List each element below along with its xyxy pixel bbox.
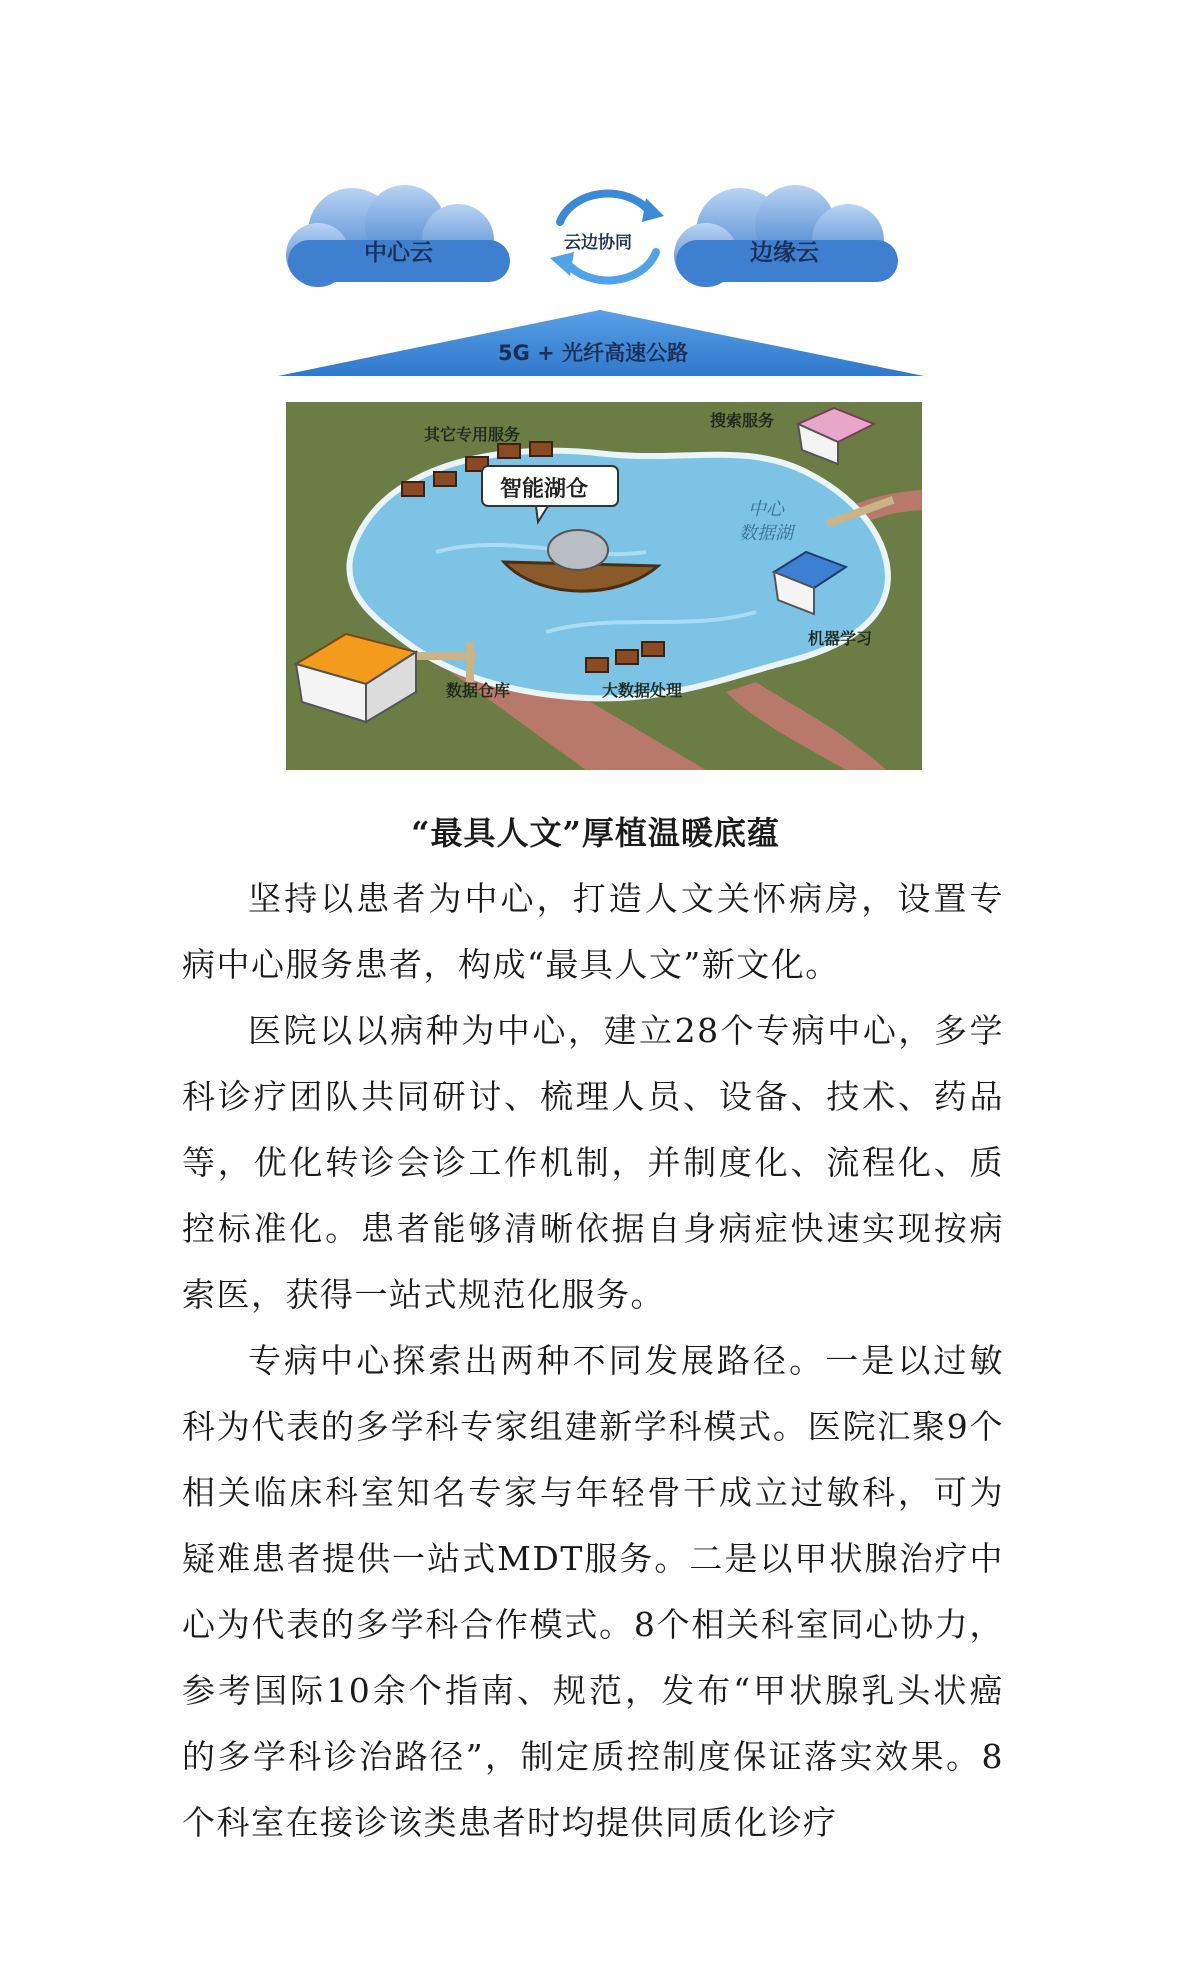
highway-label: 5G + 光纤高速公路 <box>498 341 689 365</box>
search-service-label: 搜索服务 <box>710 411 775 430</box>
section-heading: “最具人文”厚植温暖底蕴 <box>411 814 780 852</box>
illustration-graphics <box>286 402 922 770</box>
other-services-label: 其它专用服务 <box>424 425 521 444</box>
big-data-label: 大数据处理 <box>602 681 683 700</box>
center-cloud-label: 中心云 <box>364 240 433 266</box>
paragraph-2: 医院以以病种为中心，建立28个专病中心，多学科诊疗团队共同研讨、梳理人员、设备、技术、药品等，优化转诊会诊工作机制，并制度化、流程化、质控标准化。患者能够清晰依据自身病症快速实现按病索医，获得一站式规范化服务。 <box>182 1011 1004 1314</box>
paragraph-3: 专病中心探索出两种不同发展路径。一是以过敏科为代表的多学科专家组建新学科模式。医院汇聚9个相关临床科室知名专家与年轻骨干成立过敏科，可为疑难患者提供一站式MDT服务。二是以甲状腺治疗中心为代表的多学科合作模式。8个相关科室同心协力，参考国际10余个指南、规范，发布“甲状腺乳头状癌的多学科诊治路径”，制定质控制度保证落实效果。8个科室在接诊该类患者时均提供同质化诊疗 <box>182 1341 1004 1842</box>
edge-cloud-label: 边缘云 <box>750 240 819 266</box>
machine-learning-label: 机器学习 <box>808 629 873 648</box>
data-warehouse-label: 数据仓库 <box>446 681 511 700</box>
diagram-graphics <box>0 0 1191 390</box>
smart-lake-illustration <box>286 402 922 770</box>
smart-lake-label: 智能湖仓 <box>500 477 589 502</box>
data-lake-label: 中心 数据湖 <box>739 499 793 544</box>
paragraph-1: 坚持以患者为中心，打造人文关怀病房，设置专病中心服务患者，构成“最具人文”新文化。 <box>182 879 1004 984</box>
cloud-edge-diagram <box>0 0 1191 390</box>
sync-label: 云边协同 <box>564 233 632 253</box>
